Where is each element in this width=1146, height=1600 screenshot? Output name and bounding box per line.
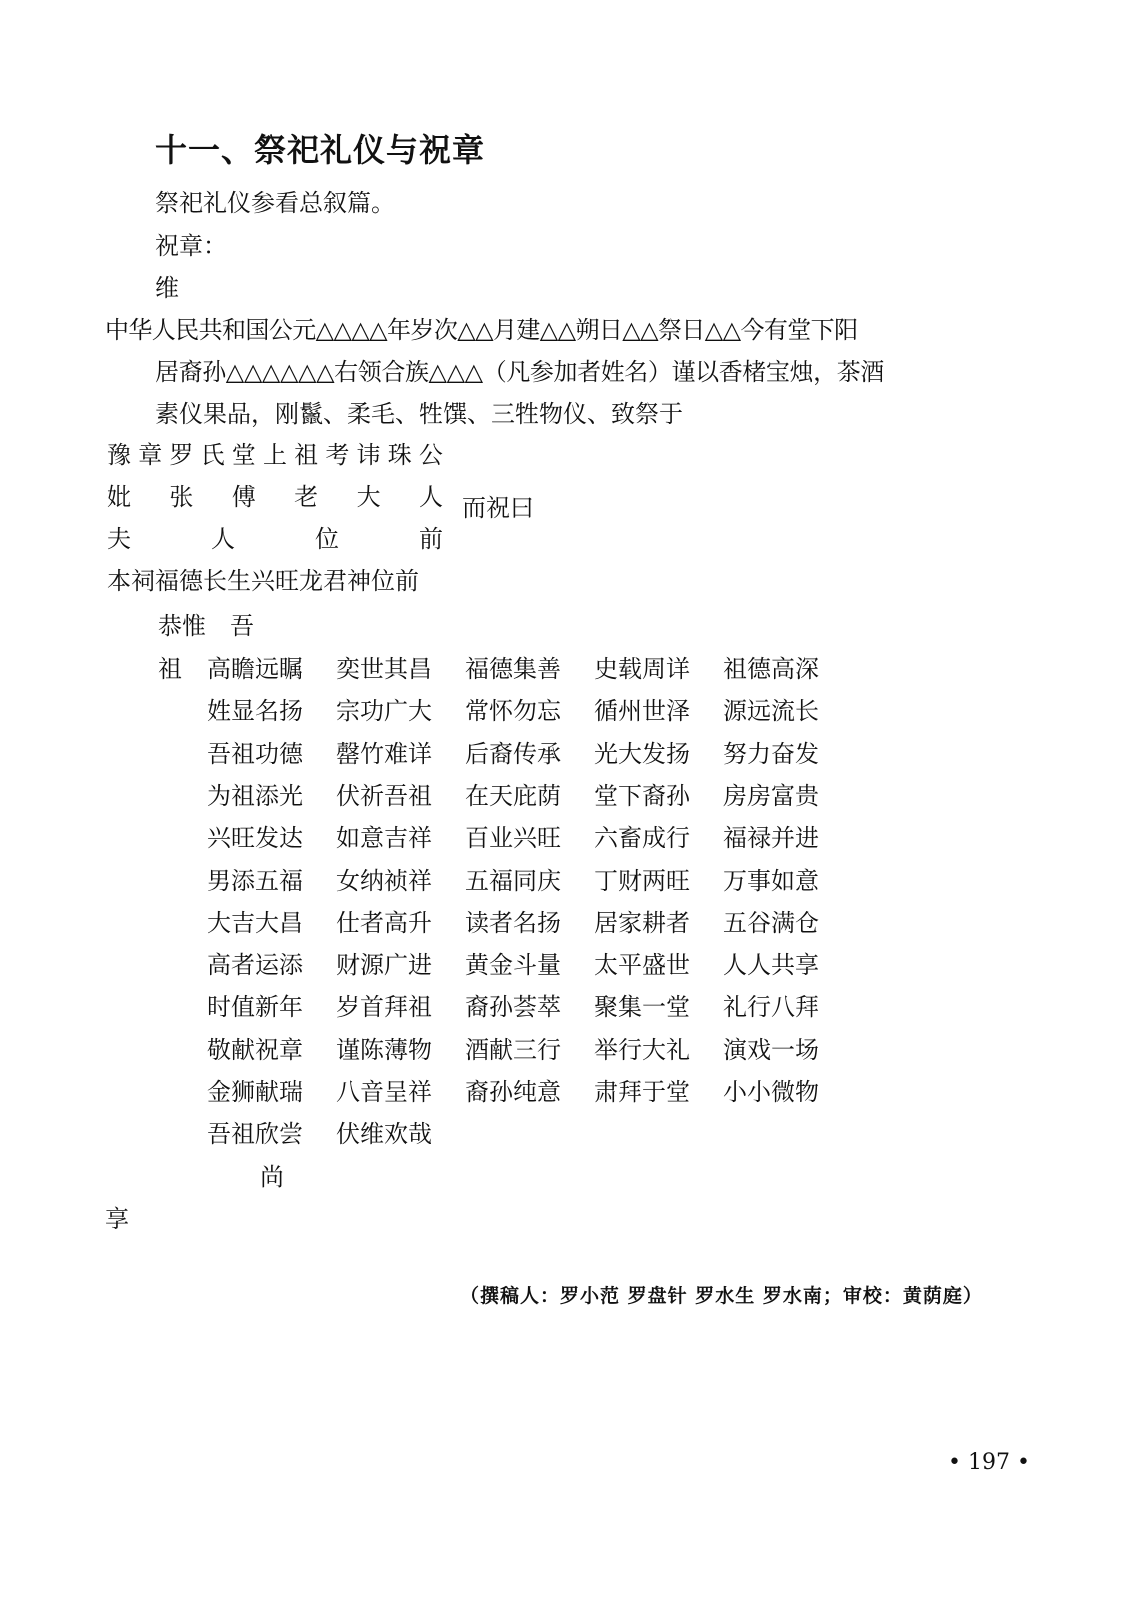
poem-phrase: 太平盛世 (594, 951, 690, 979)
poem-phrase: 伏维欢哉 (336, 1120, 432, 1148)
poem-phrase: 伏祈吾祖 (336, 782, 432, 810)
poem-phrase: 兴旺发达 (207, 824, 303, 852)
poem-phrase: 循州世泽 (594, 697, 690, 725)
deity-line-4: 本祠福德长生兴旺龙君神位前 (107, 567, 419, 595)
poem-phrase: 仕者高升 (336, 909, 432, 937)
deity-char: 人 (211, 525, 235, 553)
poem-phrase: 五福同庆 (465, 867, 561, 895)
poem-phrase: 努力奋发 (723, 740, 819, 768)
deity-char: 妣 (107, 483, 131, 511)
poem-phrase: 读者名扬 (465, 909, 561, 937)
deity-char: 前 (419, 525, 443, 553)
zu-char: 祖 (158, 655, 182, 683)
deity-char: 讳 (356, 441, 381, 469)
gong-wei-text: 恭惟 吾 (158, 612, 254, 640)
poem-phrase: 女纳祯祥 (336, 867, 432, 895)
deity-char: 位 (315, 525, 339, 553)
poem-phrase: 堂下裔孙 (594, 782, 690, 810)
poem-phrase: 高者运添 (207, 951, 303, 979)
deity-char: 傅 (231, 483, 256, 511)
deity-char: 豫 (107, 441, 131, 469)
poem-phrase: 在天庇荫 (465, 782, 561, 810)
deity-char: 上 (262, 441, 287, 469)
poem-phrase: 源远流长 (723, 697, 819, 725)
intro-text: 祭祀礼仪参看总叙篇。 (155, 189, 395, 217)
shang-char: 尚 (260, 1163, 284, 1191)
deity-char: 公 (418, 441, 443, 469)
deity-char: 祖 (294, 441, 319, 469)
invocation-line-3: 素仪果品，刚鬣、柔毛、牲馔、三牲物仪、致祭于 (155, 400, 683, 428)
poem-phrase: 时值新年 (207, 993, 303, 1021)
poem-phrase: 丁财两旺 (594, 867, 690, 895)
poem-phrase: 财源广进 (336, 951, 432, 979)
poem-phrase: 祖德高深 (723, 655, 819, 683)
poem-phrase: 史载周详 (594, 655, 690, 683)
poem-phrase: 男添五福 (207, 867, 303, 895)
poem-phrase: 五谷满仓 (723, 909, 819, 937)
poem-phrase: 福德集善 (465, 655, 561, 683)
poem-phrase: 为祖添光 (207, 782, 303, 810)
deity-char: 考 (325, 441, 350, 469)
poem-phrase: 礼行八拜 (723, 993, 819, 1021)
poem-phrase: 百业兴旺 (465, 824, 561, 852)
poem-phrase: 姓显名扬 (207, 697, 303, 725)
section-title: 十一、祭祀礼仪与祝章 (155, 131, 486, 169)
poem-phrase: 光大发扬 (594, 740, 690, 768)
xiang-char: 享 (105, 1205, 129, 1233)
deity-char: 夫 (107, 525, 131, 553)
deity-line-2 (107, 482, 443, 512)
poem-phrase: 如意吉祥 (336, 824, 432, 852)
wei-text: 维 (155, 274, 179, 302)
poem-phrase: 举行大礼 (594, 1036, 690, 1064)
poem-phrase: 谨陈薄物 (336, 1036, 432, 1064)
poem-phrase: 高瞻远瞩 (207, 655, 303, 683)
deity-char: 大 (356, 483, 381, 511)
credits-line: （撰稿人：罗小范 罗盘针 罗水生 罗水南；审校：黄荫庭） (460, 1285, 983, 1307)
deity-char: 堂 (231, 441, 256, 469)
deity-line-3 (107, 524, 443, 554)
poem-phrase: 演戏一场 (723, 1036, 819, 1064)
poem-phrase: 宗功广大 (336, 697, 432, 725)
poem-phrase: 罄竹难详 (336, 740, 432, 768)
poem-phrase: 小小微物 (723, 1078, 819, 1106)
deity-char: 章 (138, 441, 163, 469)
poem-phrase: 肃拜于堂 (594, 1078, 690, 1106)
poem-phrase: 敬献祝章 (207, 1036, 303, 1064)
deity-char: 罗 (169, 441, 194, 469)
poem-phrase: 裔孙纯意 (465, 1078, 561, 1106)
poem-phrase: 奕世其昌 (336, 655, 432, 683)
poem-phrase: 六畜成行 (594, 824, 690, 852)
zhuzhang-label: 祝章： (155, 232, 227, 260)
deity-char: 人 (418, 483, 443, 511)
poem-phrase: 裔孙荟萃 (465, 993, 561, 1021)
deity-char: 氏 (200, 441, 225, 469)
poem-phrase: 福禄并进 (723, 824, 819, 852)
poem-phrase: 岁首拜祖 (336, 993, 432, 1021)
poem-phrase: 吾祖功德 (207, 740, 303, 768)
poem-phrase: 大吉大昌 (207, 909, 303, 937)
poem-phrase: 人人共享 (723, 951, 819, 979)
er-zhu-yue: 而祝曰 (462, 494, 534, 522)
deity-line-1 (107, 440, 443, 470)
deity-char: 珠 (387, 441, 412, 469)
invocation-line-1: 中华人民共和国公元△△△△年岁次△△月建△△朔日△△祭日△△今有堂下阳 (105, 316, 858, 344)
poem-phrase: 八音呈祥 (336, 1078, 432, 1106)
poem-phrase: 黄金斗量 (465, 951, 561, 979)
invocation-line-2: 居裔孙△△△△△△右领合族△△△（凡参加者姓名）谨以香楮宝烛，茶酒 (155, 358, 884, 386)
poem-phrase: 后裔传承 (465, 740, 561, 768)
poem-phrase: 常怀勿忘 (465, 697, 561, 725)
page-number: • 197 • (948, 1450, 1030, 1475)
poem-phrase: 金狮献瑞 (207, 1078, 303, 1106)
poem-phrase: 万事如意 (723, 867, 819, 895)
poem-phrase: 吾祖欣尝 (207, 1120, 303, 1148)
deity-char: 老 (294, 483, 319, 511)
poem-phrase: 房房富贵 (723, 782, 819, 810)
deity-char: 张 (169, 483, 194, 511)
poem-phrase: 居家耕者 (594, 909, 690, 937)
poem-phrase: 聚集一堂 (594, 993, 690, 1021)
poem-phrase: 酒献三行 (465, 1036, 561, 1064)
